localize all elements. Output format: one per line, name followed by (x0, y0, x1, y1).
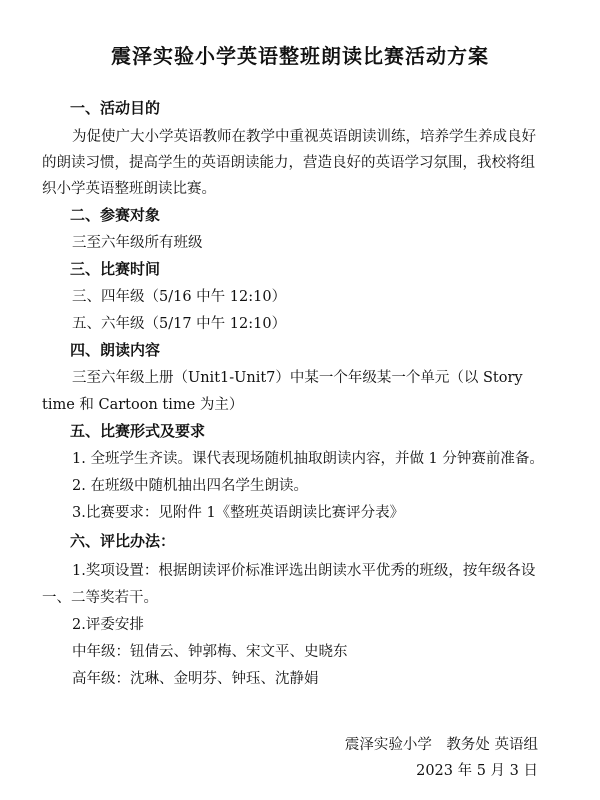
paragraph-line: 2.评委安排 (72, 617, 144, 633)
section-heading-content: 四、朗读内容 (70, 341, 161, 359)
paragraph-line: 织小学英语整班朗读比赛。 (42, 181, 216, 197)
paragraph-line: 1.奖项设置：根据朗读评价标准评选出朗读水平优秀的班级，按年级各设 (72, 563, 536, 579)
paragraph-line: 3.比赛要求：见附件 1《整班英语朗读比赛评分表》 (72, 505, 405, 521)
signature-date: 2023 年 5 月 3 日 (416, 763, 538, 779)
section-heading-format: 五、比赛形式及要求 (70, 422, 206, 440)
paragraph-line: 1. 全班学生齐读。课代表现场随机抽取朗读内容，并做 1 分钟赛前准备。 (72, 451, 544, 467)
paragraph-line: 三至六年级上册（Unit1-Unit7）中某一个年级某一个单元（以 Story (72, 370, 523, 386)
section-heading-time: 三、比赛时间 (70, 260, 161, 278)
section-heading-participants: 二、参赛对象 (70, 206, 161, 224)
signature-org: 震泽实验小学 教务处 英语组 (344, 737, 538, 753)
section-heading-evaluation: 六、评比办法： (70, 532, 176, 550)
paragraph-line: time 和 Cartoon time 为主） (42, 397, 244, 413)
paragraph-line: 五、六年级（5/17 中午 12:10） (72, 316, 287, 332)
paragraph-line: 2. 在班级中随机抽出四名学生朗读。 (72, 478, 308, 494)
paragraph-line: 一、二等奖若干。 (42, 590, 158, 606)
paragraph-line: 三、四年级（5/16 中午 12:10） (72, 289, 287, 305)
section-heading-purpose: 一、活动目的 (70, 99, 161, 117)
paragraph-line: 的朗读习惯，提高学生的英语朗读能力，营造良好的英语学习氛围，我校将组 (42, 155, 535, 171)
paragraph-line: 为促使广大小学英语教师在教学中重视英语朗读训练，培养学生养成良好 (72, 129, 536, 145)
document-title: 震泽实验小学英语整班朗读比赛活动方案 (111, 44, 489, 68)
paragraph-line: 中年级：钮倩云、钟郭梅、宋文平、史晓东 (72, 644, 348, 660)
paragraph-line: 三至六年级所有班级 (72, 235, 203, 251)
paragraph-line: 高年级：沈琳、金明芬、钟珏、沈静娟 (72, 671, 319, 687)
